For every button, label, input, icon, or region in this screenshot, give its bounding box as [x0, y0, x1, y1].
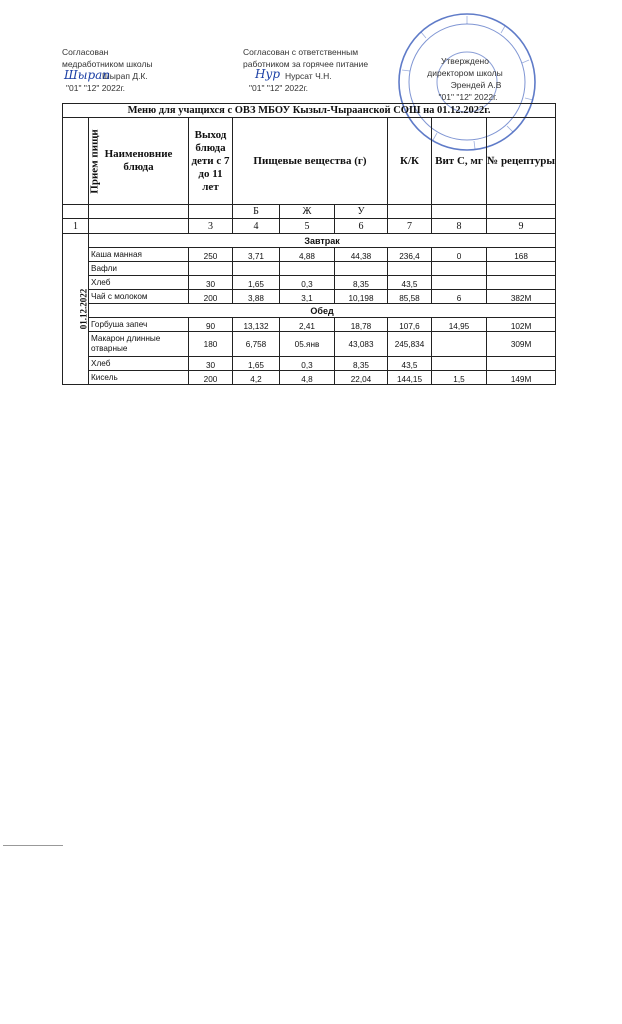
dish-carbs: 22,04: [335, 371, 388, 385]
dish-output: 200: [189, 371, 233, 385]
dish-kcal: 85,58: [388, 290, 432, 304]
dish-carbs: 8,35: [335, 357, 388, 371]
table-row: [63, 276, 556, 290]
dish-kcal: 236,4: [388, 248, 432, 262]
approval-medical-date: "01" "12" 2022г.: [66, 83, 126, 93]
dish-protein: 3,71: [233, 248, 280, 262]
dish-protein: [233, 262, 280, 276]
date-label: 01.12.2022: [78, 288, 89, 330]
sub-header-empty: [189, 205, 233, 219]
sub-header-empty: [89, 205, 189, 219]
dish-carbs: 44,38: [335, 248, 388, 262]
sub-header-empty: [63, 205, 89, 219]
header-nutrients: Пищевые вещества (г): [233, 118, 388, 205]
dish-output: 200: [189, 290, 233, 304]
dish-carbs: 8,35: [335, 276, 388, 290]
scan-artifact-line: [3, 845, 63, 846]
header-output: Выход блюда дети с 7 до 11 лет: [189, 118, 233, 205]
header-meal-label: Прием пищи: [88, 128, 101, 194]
dish-output: 250: [189, 248, 233, 262]
table-row: [63, 371, 556, 385]
column-number: 6: [335, 219, 388, 234]
column-number: 4: [233, 219, 280, 234]
dish-recipe: 149М: [487, 371, 556, 385]
dish-protein: 1,65: [233, 276, 280, 290]
dish-fat: 0,3: [280, 357, 335, 371]
header-meal: [63, 118, 101, 205]
dish-name: Чай с молоком: [89, 290, 189, 304]
sub-header-empty: [487, 205, 556, 219]
dish-name: Каша манная: [89, 248, 189, 262]
dish-output: 30: [189, 276, 233, 290]
dish-kcal: 43,5: [388, 276, 432, 290]
dish-fat: 0,3: [280, 276, 335, 290]
dish-name: Хлеб: [89, 357, 189, 371]
approval-director-line1: Утверждено: [441, 56, 489, 66]
approval-medical-name: Шырап Д.К.: [102, 71, 148, 81]
dish-kcal: [388, 262, 432, 276]
dish-fat: 3,1: [280, 290, 335, 304]
dish-recipe: 102М: [487, 318, 556, 332]
header-kcal: К/К: [388, 118, 432, 205]
dish-vitc: [432, 262, 487, 276]
dish-name: Хлеб: [89, 276, 189, 290]
medical-signature: Шырап: [64, 68, 111, 82]
column-number: 1: [63, 219, 89, 234]
approval-hot-line2: работником за горячее питание: [243, 59, 369, 69]
column-number: 3: [189, 219, 233, 234]
dish-name: Горбуша запеч: [89, 318, 189, 332]
dish-recipe: 309М: [487, 332, 556, 357]
dish-protein: 6,758: [233, 332, 280, 357]
approval-director: [415, 55, 515, 103]
dish-output: 90: [189, 318, 233, 332]
approval-medical-line1: Согласован: [62, 47, 109, 57]
approval-hot-name: Нурсат Ч.Н.: [285, 71, 332, 81]
dish-fat: 05.янв: [280, 332, 335, 357]
header-vitc: Вит С, мг: [432, 118, 487, 205]
dish-fat: 4,88: [280, 248, 335, 262]
menu-table: [62, 103, 556, 385]
dish-name: Вафли: [89, 262, 189, 276]
dish-fat: [280, 262, 335, 276]
dish-vitc: 1,5: [432, 371, 487, 385]
dish-protein: 4,2: [233, 371, 280, 385]
column-number: 8: [432, 219, 487, 234]
dish-vitc: 6: [432, 290, 487, 304]
approval-medical-line2: медработником школы: [62, 59, 153, 69]
table-row: [63, 262, 556, 276]
section-breakfast-title: Завтрак: [89, 234, 556, 248]
dish-kcal: 43,5: [388, 357, 432, 371]
approval-hot-date: "01" "12" 2022г.: [249, 83, 309, 93]
column-number: [89, 219, 189, 234]
dish-carbs: 10,198: [335, 290, 388, 304]
date-cell: [63, 234, 89, 385]
dish-recipe: [487, 357, 556, 371]
sub-header-u: У: [335, 205, 388, 219]
sub-header-empty: [432, 205, 487, 219]
dish-carbs: [335, 262, 388, 276]
dish-recipe: 168: [487, 248, 556, 262]
table-row: [63, 290, 556, 304]
table-title: Меню для учащихся с ОВЗ МБОУ Кызыл-Чыраанской СОШ на 01.12.2022г.: [63, 104, 556, 118]
header-dish: Наименовние блюда: [89, 118, 189, 205]
dish-output: 180: [189, 332, 233, 357]
dish-vitc: 14,95: [432, 318, 487, 332]
dish-vitc: 0: [432, 248, 487, 262]
dish-fat: 4,8: [280, 371, 335, 385]
header-recipe: № рецептуры: [487, 118, 556, 205]
dish-kcal: 144,15: [388, 371, 432, 385]
hot-meals-signature: Нур: [255, 67, 281, 81]
column-number: 5: [280, 219, 335, 234]
column-number: 9: [487, 219, 556, 234]
approval-hot-line1: Согласован с ответственным: [243, 47, 359, 57]
sub-header-empty: [388, 205, 432, 219]
dish-name: Кисель: [89, 371, 189, 385]
dish-fat: 2,41: [280, 318, 335, 332]
dish-kcal: 107,6: [388, 318, 432, 332]
dish-name: Макарон длинные отварные: [89, 332, 189, 357]
dish-recipe: 382М: [487, 290, 556, 304]
table-row: [63, 318, 556, 332]
dish-protein: 3,88: [233, 290, 280, 304]
dish-recipe: [487, 276, 556, 290]
sub-header-b: Б: [233, 205, 280, 219]
column-number: 7: [388, 219, 432, 234]
dish-vitc: [432, 332, 487, 357]
dish-vitc: [432, 276, 487, 290]
table-row: [63, 357, 556, 371]
table-row: [63, 248, 556, 262]
sub-header-zh: Ж: [280, 205, 335, 219]
dish-recipe: [487, 262, 556, 276]
dish-vitc: [432, 357, 487, 371]
dish-carbs: 43,083: [335, 332, 388, 357]
approval-director-date: "01" "12" 2022г.: [438, 92, 498, 102]
dish-kcal: 245,834: [388, 332, 432, 357]
menu-table-wrapper: [62, 103, 555, 385]
approval-director-name: Эрендей А.В: [450, 80, 502, 90]
dish-protein: 1,65: [233, 357, 280, 371]
approval-director-line2: директором школы: [427, 68, 503, 78]
dish-carbs: 18,78: [335, 318, 388, 332]
dish-output: [189, 262, 233, 276]
section-lunch-title: Обед: [89, 304, 556, 318]
table-row: [63, 332, 556, 357]
dish-protein: 13,132: [233, 318, 280, 332]
dish-output: 30: [189, 357, 233, 371]
